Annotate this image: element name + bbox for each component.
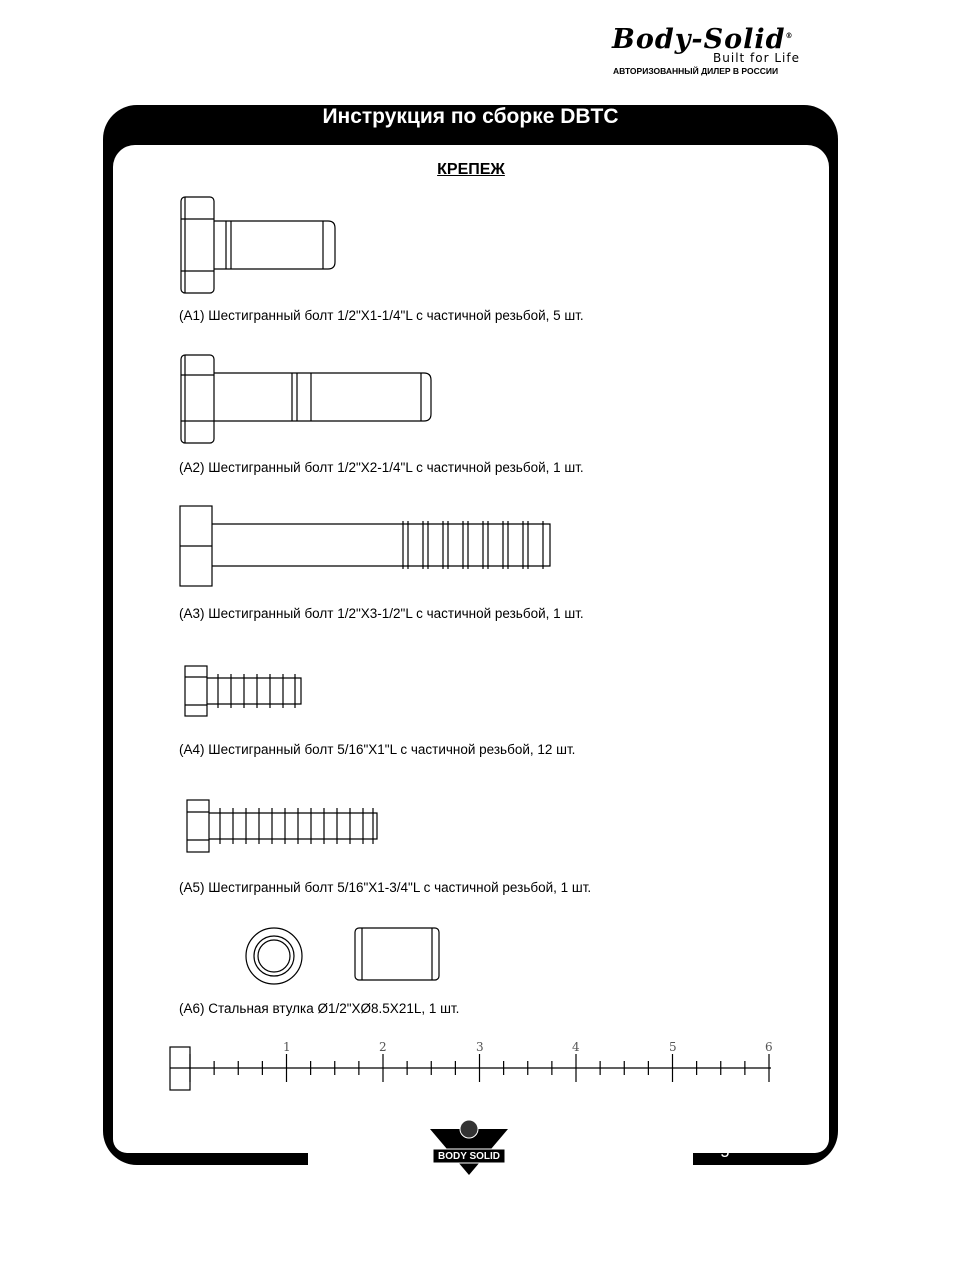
document-code: DBTC.1-102006 <box>140 1137 278 1157</box>
page-title: Инструкция по сборке DBTC <box>322 105 619 128</box>
section-title: КРЕПЕЖ <box>437 161 505 178</box>
bolt-a2-drawing <box>178 353 438 445</box>
brand-block <box>600 24 810 80</box>
bolt-a4-drawing <box>183 664 313 718</box>
ruler-label-4: 4 <box>572 1040 580 1054</box>
mascot-logo <box>428 1117 510 1177</box>
mascot-text: BODY SOLID <box>437 1151 501 1162</box>
caption-a6: (A6) Стальная втулка Ø1/2"XØ8.5X21L, 1 шт. <box>179 1001 460 1016</box>
bushing-a6-side-view <box>353 926 443 982</box>
page-number: Page 1.1 <box>698 1137 773 1158</box>
dealer-label: АВТОРИЗОВАННЫЙ ДИЛЕР В РОССИИ <box>613 66 779 76</box>
caption-a1: (A1) Шестигранный болт 1/2"X1-1/4"L с частичной резьбой, 5 шт. <box>179 308 584 323</box>
caption-a4: (A4) Шестигранный болт 5/16"X1"L с частичной резьбой, 12 шт. <box>179 742 576 757</box>
bolt-a3-drawing <box>178 504 558 588</box>
ruler-label-5: 5 <box>669 1040 677 1054</box>
caption-a2: (A2) Шестигранный болт 1/2"X2-1/4"L с частичной резьбой, 1 шт. <box>179 460 584 475</box>
ruler-label-6: 6 <box>765 1040 773 1054</box>
caption-a3: (A3) Шестигранный болт 1/2"X3-1/2"L с частичной резьбой, 1 шт. <box>179 606 584 621</box>
brand-logo: Body-Solid® <box>612 24 794 55</box>
ruler-label-1: 1 <box>283 1040 291 1054</box>
bolt-a1-drawing <box>178 195 338 295</box>
caption-a5: (A5) Шестигранный болт 5/16"X1-3/4"L с частичной резьбой, 1 шт. <box>179 880 592 895</box>
ruler-drawing <box>168 1044 778 1094</box>
bushing-a6-end-view <box>244 926 306 988</box>
brand-tagline: Built for Life <box>713 51 800 65</box>
bolt-a5-drawing <box>185 798 385 854</box>
ruler-label-2: 2 <box>379 1040 387 1054</box>
ruler-label-3: 3 <box>476 1040 484 1054</box>
